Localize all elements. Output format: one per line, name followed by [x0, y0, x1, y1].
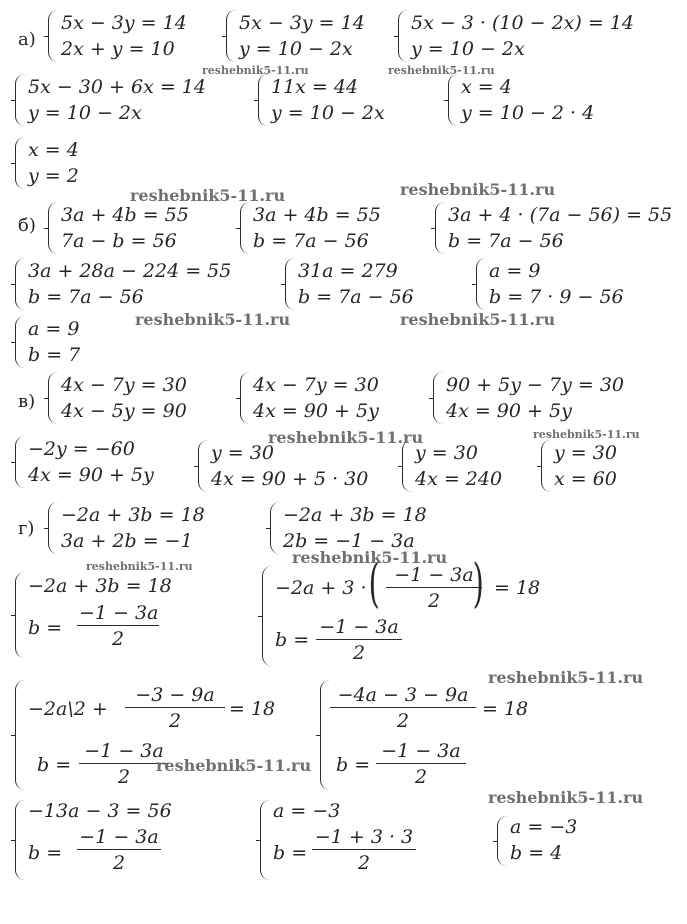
fraction	[77, 826, 161, 874]
brace	[240, 202, 250, 254]
equation: −2a + 3b = 18	[61, 504, 205, 526]
equation: y = 30	[415, 442, 478, 464]
system-g6	[320, 680, 550, 790]
brace	[320, 680, 330, 790]
brace	[402, 440, 412, 492]
system-a5	[258, 74, 408, 126]
fraction	[386, 564, 482, 612]
brace	[398, 10, 408, 62]
label-part-a: а)	[18, 29, 36, 50]
equation: 90 + 5y − 7y = 30	[446, 374, 624, 396]
equation: b = 4	[510, 842, 563, 864]
brace	[260, 800, 270, 880]
denominator: 2	[396, 710, 410, 732]
equation: y = 10 − 2x	[271, 102, 385, 124]
equation-lhs: −2a\2 +	[28, 698, 108, 720]
brace	[48, 10, 58, 62]
system-g1	[48, 502, 228, 554]
brace	[270, 502, 280, 554]
fraction	[330, 684, 476, 732]
denominator: 2	[357, 852, 371, 874]
equation: 4x = 90 + 5y	[253, 400, 379, 422]
system-g7	[15, 800, 215, 880]
numerator: −1 − 3a	[386, 564, 482, 588]
system-g8	[260, 800, 440, 880]
brace	[15, 316, 25, 368]
equation-rhs: = 18	[494, 577, 541, 599]
equation: −2a + 3b = 18	[283, 504, 427, 526]
denominator: 2	[352, 642, 366, 664]
system-g3	[15, 572, 215, 658]
equation-lhs: b =	[37, 754, 72, 776]
system-v4	[15, 436, 175, 488]
equation: y = 10 − 2x	[28, 102, 142, 124]
brace	[541, 440, 551, 492]
equation: 3a + 28a − 224 = 55	[28, 260, 232, 282]
watermark: reshebnik5-11.ru	[533, 428, 640, 441]
equation: 4x − 5y = 90	[61, 400, 187, 422]
numerator: −1 − 3a	[79, 602, 159, 624]
brace	[198, 440, 208, 492]
equation-rhs: = 18	[482, 698, 529, 720]
fraction	[125, 684, 225, 732]
equation-rhs: = 18	[229, 698, 276, 720]
system-a3	[398, 10, 678, 62]
numerator: −1 − 3a	[77, 826, 161, 850]
equation: y = 10 − 2x	[411, 38, 525, 60]
watermark: reshebnik5-11.ru	[292, 548, 448, 567]
equation: −2a + 3b = 18	[28, 575, 172, 597]
numerator: −3 − 9a	[125, 684, 225, 708]
equation: b = 7a − 56	[28, 286, 144, 308]
equation-lhs: b =	[28, 617, 63, 639]
equation: 3a + 4b = 55	[61, 204, 189, 226]
system-b1	[48, 202, 218, 254]
system-b7	[15, 316, 95, 368]
watermark: reshebnik5-11.ru	[488, 788, 644, 807]
brace	[48, 372, 58, 424]
equation: 3a + 4 · (7a − 56) = 55	[448, 204, 673, 226]
equation: b = 7 · 9 − 56	[489, 286, 624, 308]
watermark: reshebnik5-11.ru	[130, 186, 286, 205]
equation: 4x = 240	[415, 468, 503, 490]
equation-lhs: b =	[273, 842, 308, 864]
brace	[15, 74, 25, 126]
left-parenthesis: (	[368, 554, 380, 614]
system-b6	[476, 258, 646, 310]
numerator: −1 − 3a	[316, 616, 402, 640]
brace	[48, 502, 58, 554]
watermark: reshebnik5-11.ru	[202, 64, 309, 77]
system-a6	[448, 74, 618, 126]
watermark: reshebnik5-11.ru	[400, 310, 556, 329]
denominator: 2	[168, 710, 182, 732]
system-b5	[285, 258, 435, 310]
watermark: reshebnik5-11.ru	[400, 180, 556, 199]
equation: −2y = −60	[28, 438, 135, 460]
brace	[15, 436, 25, 488]
equation: y = 30	[554, 442, 617, 464]
equation: x = 4	[461, 76, 512, 98]
equation: y = 10 − 2x	[239, 38, 353, 60]
equation: 2b = −1 − 3a	[283, 530, 415, 552]
fraction	[376, 740, 466, 788]
fraction	[316, 616, 402, 664]
watermark: reshebnik5-11.ru	[156, 756, 312, 775]
brace	[433, 372, 443, 424]
equation: 11x = 44	[271, 76, 359, 98]
numerator: −1 − 3a	[79, 740, 169, 764]
equation: 7a − b = 56	[61, 230, 177, 252]
brace	[262, 566, 272, 666]
system-b3	[435, 202, 685, 254]
denominator: 2	[427, 590, 441, 612]
brace	[15, 800, 25, 880]
equation: b = 7a − 56	[298, 286, 414, 308]
equation: x = 60	[554, 468, 617, 490]
equation: 4x − 7y = 30	[61, 374, 187, 396]
system-v3	[433, 372, 663, 424]
equation: 31a = 279	[298, 260, 398, 282]
equation: 5x − 30 + 6x = 14	[28, 76, 206, 98]
equation: 3a + 4b = 55	[253, 204, 381, 226]
watermark: reshebnik5-11.ru	[388, 64, 495, 77]
brace	[48, 202, 58, 254]
denominator: 2	[414, 766, 428, 788]
brace	[497, 816, 507, 866]
equation: a = 9	[489, 260, 541, 282]
label-part-b: б)	[18, 215, 36, 236]
equation: b = 7a − 56	[253, 230, 369, 252]
numerator: −1 − 3a	[376, 740, 466, 764]
system-v1	[48, 372, 218, 424]
numerator: −1 + 3 · 3	[312, 826, 416, 850]
brace	[448, 74, 458, 126]
equation-lhs: b =	[28, 842, 63, 864]
brace	[226, 10, 236, 62]
equation: 4x = 90 + 5y	[446, 400, 572, 422]
system-v7	[541, 440, 641, 492]
equation-lhs: b =	[275, 629, 310, 651]
brace	[15, 137, 25, 189]
brace	[258, 74, 268, 126]
equation: 5x − 3y = 14	[61, 12, 187, 34]
brace	[435, 202, 445, 254]
equation: 5x − 3y = 14	[239, 12, 365, 34]
watermark: reshebnik5-11.ru	[135, 310, 291, 329]
label-part-v: в)	[18, 391, 36, 412]
system-v2	[240, 372, 410, 424]
watermark: reshebnik5-11.ru	[86, 560, 193, 573]
watermark: reshebnik5-11.ru	[268, 428, 424, 447]
numerator: −4a − 3 − 9a	[330, 684, 476, 708]
right-parenthesis: )	[472, 554, 484, 614]
system-a4	[15, 74, 225, 126]
equation: a = −3	[273, 800, 341, 822]
system-a1	[48, 10, 248, 62]
equation: 2x + y = 10	[61, 38, 175, 60]
equation: a = 9	[28, 318, 80, 340]
label-part-g: г)	[18, 518, 35, 539]
system-b4	[15, 258, 255, 310]
denominator: 2	[117, 766, 131, 788]
equation: y = 30	[211, 442, 274, 464]
equation: a = −3	[510, 816, 578, 838]
system-a7	[15, 137, 105, 189]
brace	[240, 372, 250, 424]
equation: y = 2	[28, 165, 79, 187]
fraction	[312, 826, 416, 874]
equation: b = 7a − 56	[448, 230, 564, 252]
equation-lhs: −2a + 3 ·	[275, 577, 367, 599]
system-v5	[198, 440, 388, 492]
system-v6	[402, 440, 512, 492]
brace	[476, 258, 486, 310]
equation: 4x − 7y = 30	[253, 374, 379, 396]
equation-lhs: b =	[336, 754, 371, 776]
brace	[15, 258, 25, 310]
brace	[15, 572, 25, 658]
denominator: 2	[112, 852, 126, 874]
equation: y = 10 − 2 · 4	[461, 102, 595, 124]
system-g9	[497, 816, 597, 866]
equation: 5x − 3 · (10 − 2x) = 14	[411, 12, 634, 34]
equation: 3a + 2b = −1	[61, 530, 193, 552]
brace	[285, 258, 295, 310]
system-g2	[270, 502, 450, 554]
equation: −13a − 3 = 56	[28, 800, 172, 822]
equation: 4x = 90 + 5 · 30	[211, 468, 369, 490]
watermark: reshebnik5-11.ru	[488, 668, 644, 687]
equation: b = 7	[28, 344, 81, 366]
equation: x = 4	[28, 139, 79, 161]
system-b2	[240, 202, 400, 254]
fraction	[77, 602, 159, 650]
denominator: 2	[111, 628, 125, 650]
equation: 4x = 90 + 5y	[28, 464, 154, 486]
brace	[15, 680, 25, 790]
system-a2	[226, 10, 386, 62]
